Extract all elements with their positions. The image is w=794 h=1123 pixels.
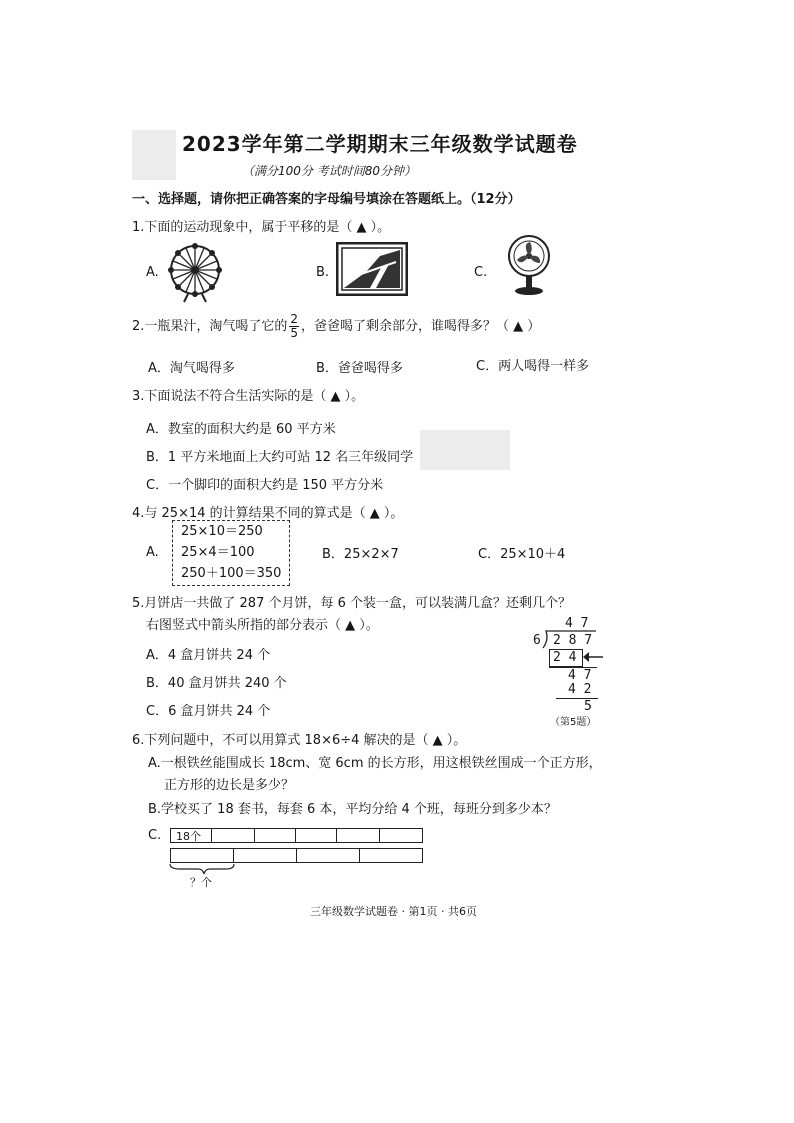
q2-option-c: C．两人喝得一样多 — [476, 359, 590, 374]
fraction-numerator: 2 — [290, 312, 299, 326]
q5-option-a: A．4 盒月饼共 24 个 — [146, 648, 271, 663]
exam-subtitle: （满分100分 考试时间80分钟） — [242, 164, 416, 178]
scan-smudge — [420, 430, 510, 470]
q2-stem — [132, 313, 540, 340]
q4-option-b: B．25×2×7 — [322, 547, 399, 562]
q2-stem-before: 2.一瓶果汁，淘气喝了它的 — [132, 319, 288, 334]
q3-option-c: C．一个脚印的面积大约是 150 平方分米 — [146, 478, 384, 493]
diagram-top-label: 18个 — [176, 830, 201, 843]
arrow-left-icon — [582, 650, 604, 664]
q6-option-c-label: C. — [148, 828, 162, 843]
q1-stem: 1.下面的运动现象中，属于平移的是（ ▲ ）。 — [132, 220, 391, 235]
diagram-bottom-label: ？个 — [190, 876, 212, 889]
q4-calc-line: 25×10＝250 — [181, 524, 263, 539]
q6-option-b: B.学校买了 18 套书，每套 6 本，平均分给 4 个班，每班分到多少本？ — [148, 802, 557, 817]
q5-stem-2: 右图竖式中箭头所指的部分表示（ ▲ ）。 — [146, 618, 379, 633]
diagram-bottom-segment — [296, 848, 360, 863]
q4-calc-line: 250＋100＝350 — [181, 566, 282, 581]
diagram-bottom-segment — [233, 848, 297, 863]
diagram-bottom-segment — [359, 848, 423, 863]
q3-stem: 3.下面说法不符合生活实际的是（ ▲ ）。 — [132, 389, 365, 404]
q5-option-b: B．40 盒月饼共 240 个 — [146, 676, 287, 691]
q3-option-b: B．1 平方米地面上大约可站 12 名三年级同学 — [146, 450, 414, 465]
q6-option-a-line2: 正方形的边长是多少？ — [164, 778, 295, 793]
elevator-window-icon — [336, 242, 408, 296]
division-step2: 4 7 — [568, 668, 592, 683]
q2-fraction — [289, 313, 299, 340]
page-footer: 三年级数学试题卷 · 第1页 · 共6页 — [310, 905, 477, 918]
q5-stem: 5.月饼店一共做了 287 个月饼，每 6 个装一盒，可以装满几盒？还剩几个？ — [132, 596, 572, 611]
division-divisor: 6 — [533, 633, 541, 648]
q4-option-a-label: A. — [146, 545, 159, 560]
division-quotient: 4 7 — [565, 616, 589, 631]
q1-option-b-label: B. — [316, 265, 330, 280]
q2-option-a: A．淘气喝得多 — [148, 361, 235, 376]
diagram-top-segment — [336, 828, 380, 843]
fraction-denominator: 5 — [290, 326, 299, 340]
division-step1: 2 4 — [553, 650, 577, 665]
q6-option-a-line1: A.一根铁丝能围成长 18cm、宽 6cm 的长方形，用这根铁丝围成一个正方形， — [148, 756, 602, 771]
q2-option-b: B．爸爸喝得多 — [316, 361, 403, 376]
page-title: 2023学年第二学期期末三年级数学试题卷 — [182, 132, 578, 156]
q4-option-c: C．25×10＋4 — [478, 547, 566, 562]
q4-option-a-box — [172, 520, 290, 586]
section-heading: 一、选择题，请你把正确答案的字母编号填涂在答题纸上。（12分） — [132, 192, 521, 207]
electric-fan-icon — [504, 234, 554, 296]
diagram-top-segment — [211, 828, 255, 843]
diagram-top-segment — [295, 828, 337, 843]
q1-option-a-label: A. — [146, 265, 159, 280]
diagram-top-segment — [254, 828, 296, 843]
ferris-wheel-icon — [164, 242, 226, 304]
q1-option-c-label: C. — [474, 265, 488, 280]
q4-calc-line: 25×4＝100 — [181, 545, 255, 560]
scan-smudge — [132, 130, 176, 180]
q4-stem: 4.与 25×14 的计算结果不同的算式是（ ▲ ）。 — [132, 506, 404, 521]
q3-option-a: A．教室的面积大约是 60 平方米 — [146, 422, 336, 437]
q2-stem-after: ，爸爸喝了剩余部分，谁喝得多？（ ▲ ） — [301, 319, 541, 334]
division-step3: 4 2 — [568, 682, 592, 697]
division-remainder: 5 — [584, 699, 592, 714]
diagram-bottom-segment — [170, 848, 234, 863]
diagram-top-segment — [379, 828, 423, 843]
division-caption: （第5题） — [550, 717, 597, 728]
q5-option-c: C．6 盒月饼共 24 个 — [146, 704, 271, 719]
division-dividend: 2 8 7 — [553, 633, 593, 648]
q6-stem: 6.下列问题中，不可以用算式 18×6÷4 解决的是（ ▲ ）。 — [132, 733, 467, 748]
